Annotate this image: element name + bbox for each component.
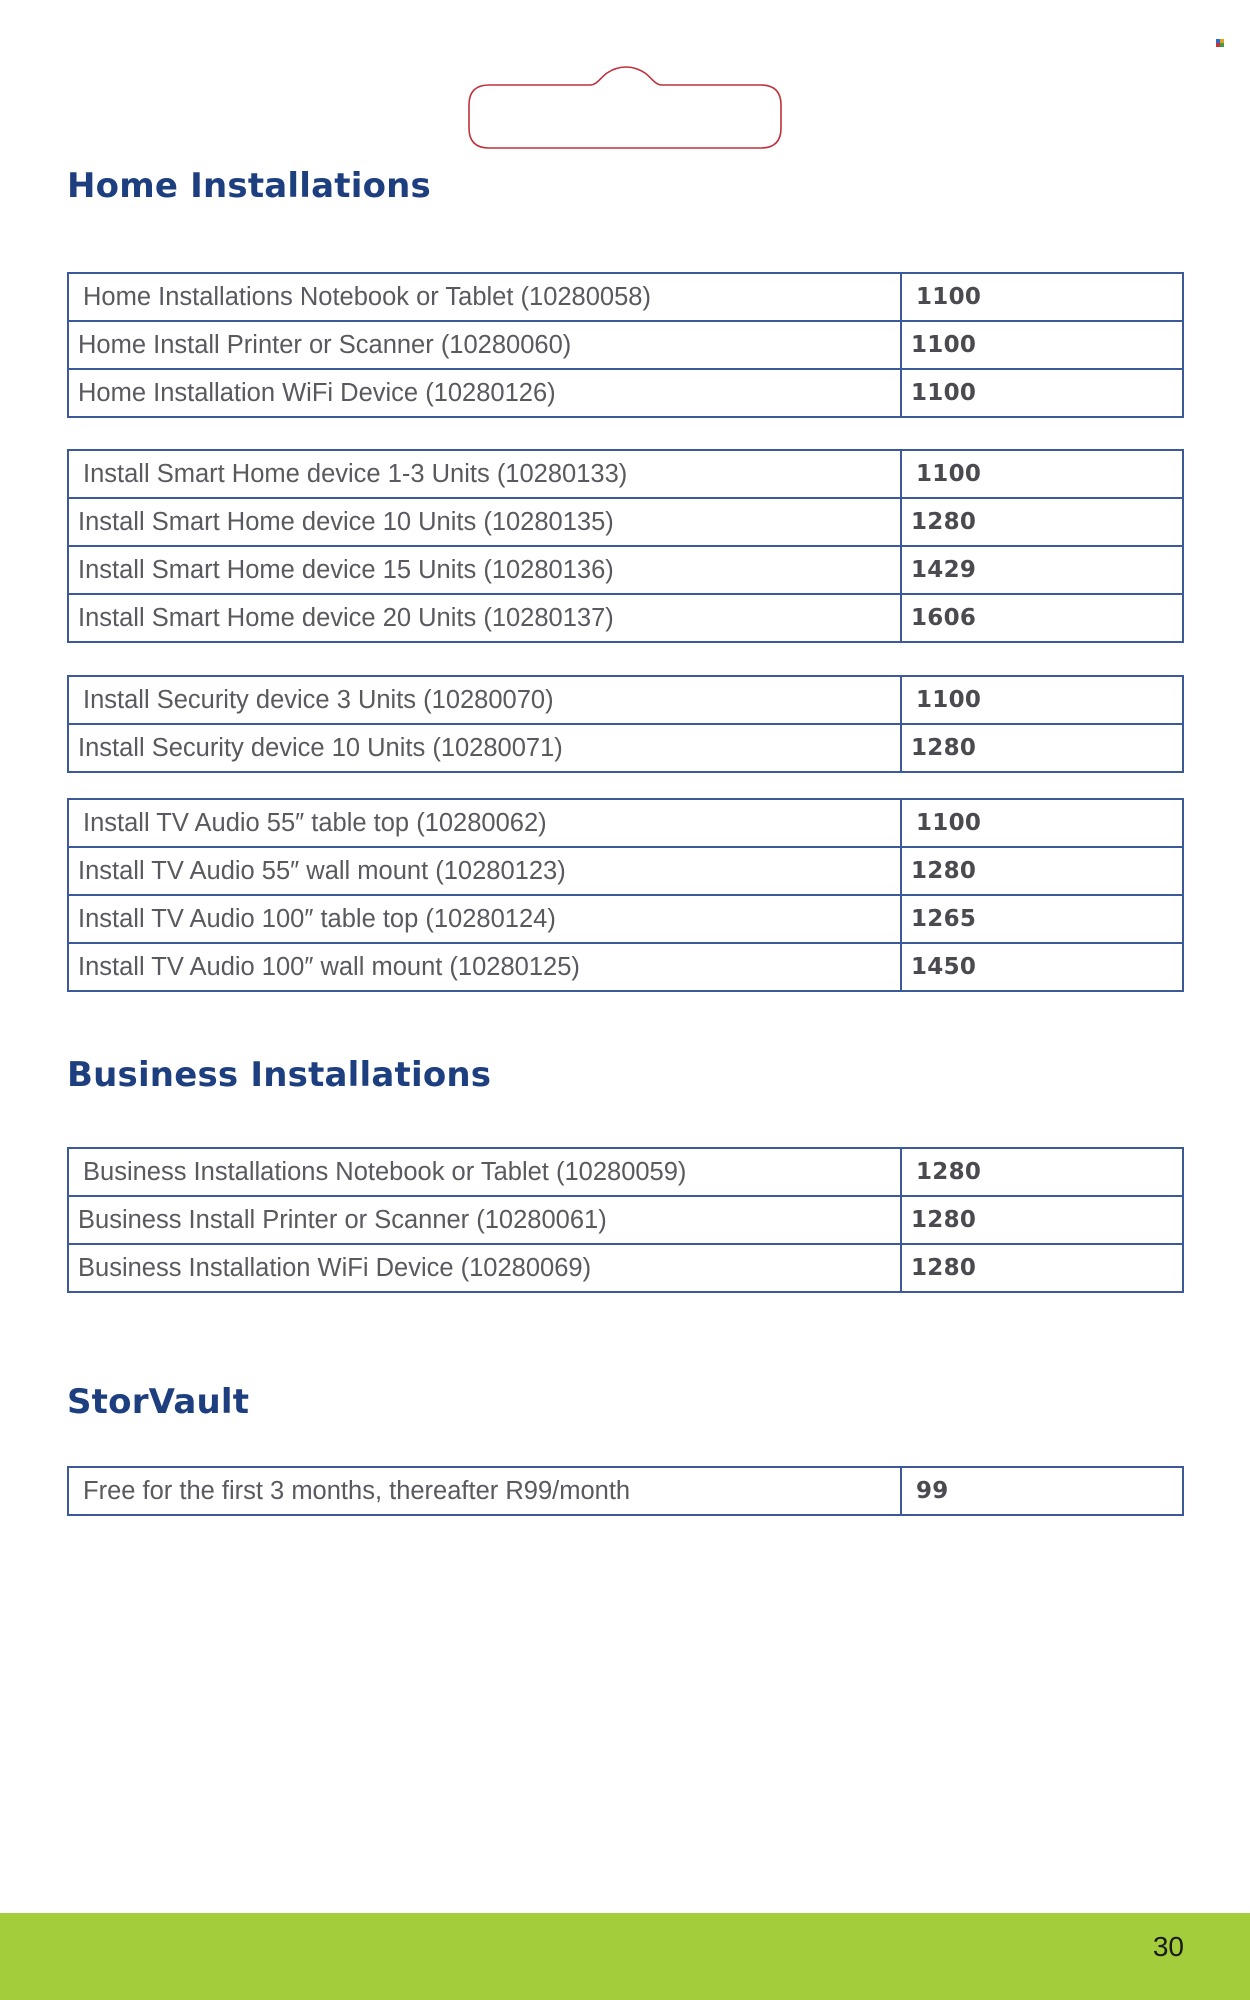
item-price: 1280: [901, 1244, 1183, 1292]
table-row: [68, 1244, 1183, 1292]
price-table-smart-home: [67, 449, 1184, 643]
item-price: 1100: [901, 369, 1183, 417]
item-price: 1280: [901, 1196, 1183, 1244]
item-description: Business Install Printer or Scanner (10280061): [68, 1196, 901, 1244]
price-table-storvault: [67, 1466, 1184, 1516]
header-tab-outline: [467, 66, 783, 150]
table-row: [68, 943, 1183, 991]
item-description: Install TV Audio 55″ wall mount (10280123): [68, 847, 901, 895]
item-price: 1100: [901, 450, 1183, 498]
item-description: Install TV Audio 100″ wall mount (10280125): [68, 943, 901, 991]
item-description: Free for the first 3 months, thereafter R99/month: [68, 1467, 901, 1515]
table-row: [68, 321, 1183, 369]
price-table-tv-audio: [67, 798, 1184, 992]
price-table-business: [67, 1147, 1184, 1293]
price-table-home-general: [67, 272, 1184, 418]
item-description: Install Smart Home device 1-3 Units (10280133): [68, 450, 901, 498]
price-table-security: [67, 675, 1184, 773]
table-row: [68, 676, 1183, 724]
table-row: [68, 799, 1183, 847]
table-row: [68, 450, 1183, 498]
corner-color-mark: [1216, 39, 1224, 47]
item-description: Install Security device 3 Units (10280070): [68, 676, 901, 724]
section-title-storvault: StorVault: [67, 1382, 250, 1422]
table-row: [68, 847, 1183, 895]
item-price: 1280: [901, 1148, 1183, 1196]
item-price: 1280: [901, 498, 1183, 546]
table-row: [68, 546, 1183, 594]
item-price: 1100: [901, 321, 1183, 369]
item-description: Install TV Audio 55″ table top (10280062): [68, 799, 901, 847]
item-price: 1100: [901, 676, 1183, 724]
item-description: Install TV Audio 100″ table top (10280124): [68, 895, 901, 943]
table-row: [68, 1467, 1183, 1515]
table-row: [68, 273, 1183, 321]
item-description: Install Smart Home device 20 Units (10280137): [68, 594, 901, 642]
item-description: Home Installations Notebook or Tablet (10280058): [68, 273, 901, 321]
item-description: Install Smart Home device 15 Units (10280136): [68, 546, 901, 594]
item-description: Business Installations Notebook or Tablet (10280059): [68, 1148, 901, 1196]
item-price: 1280: [901, 847, 1183, 895]
item-price: 1100: [901, 273, 1183, 321]
table-row: [68, 369, 1183, 417]
table-row: [68, 498, 1183, 546]
table-row: [68, 724, 1183, 772]
footer-bar: [0, 1913, 1250, 2000]
item-description: Install Smart Home device 10 Units (10280135): [68, 498, 901, 546]
page-number: 30: [1152, 1931, 1184, 1962]
item-description: Home Installation WiFi Device (10280126): [68, 369, 901, 417]
item-price: 1450: [901, 943, 1183, 991]
section-title-business-installations: Business Installations: [67, 1055, 492, 1095]
item-price: 1606: [901, 594, 1183, 642]
section-title-home-installations: Home Installations: [67, 166, 431, 206]
table-row: [68, 1196, 1183, 1244]
item-price: 99: [901, 1467, 1183, 1515]
item-description: Install Security device 10 Units (10280071): [68, 724, 901, 772]
item-description: Home Install Printer or Scanner (10280060): [68, 321, 901, 369]
item-price: 1100: [901, 799, 1183, 847]
item-price: 1280: [901, 724, 1183, 772]
item-description: Business Installation WiFi Device (10280069): [68, 1244, 901, 1292]
item-price: 1429: [901, 546, 1183, 594]
table-row: [68, 594, 1183, 642]
item-price: 1265: [901, 895, 1183, 943]
table-row: [68, 895, 1183, 943]
table-row: [68, 1148, 1183, 1196]
